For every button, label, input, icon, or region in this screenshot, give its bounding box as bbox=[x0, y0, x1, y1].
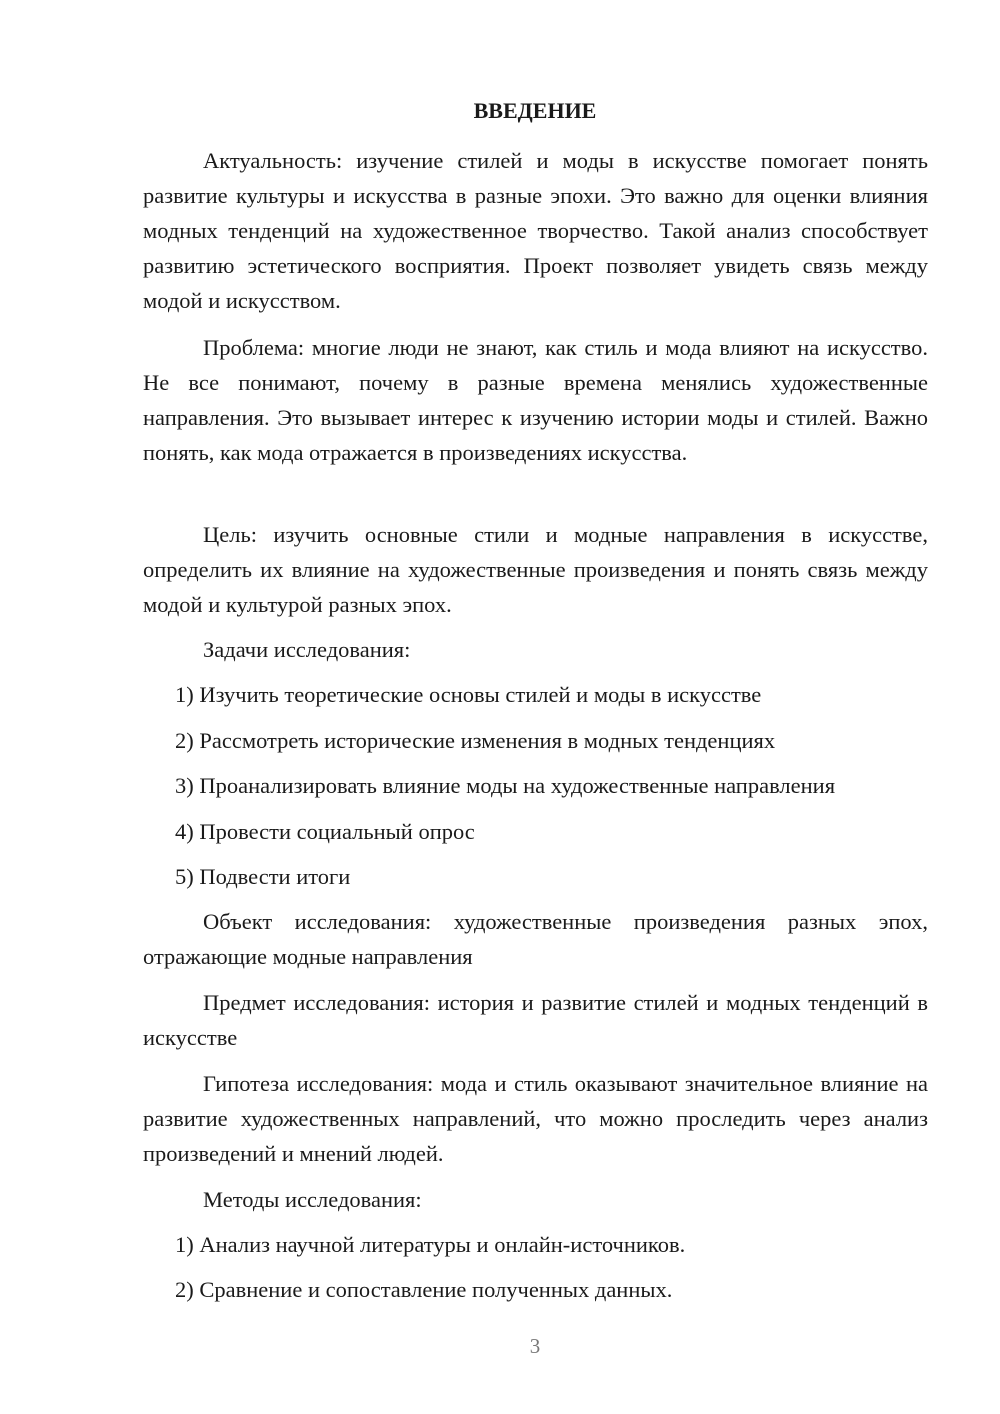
page-title: ВВЕДЕНИЕ bbox=[473, 98, 597, 123]
goal-paragraph: Цель: изучить основные стили и модные направления в искусстве, определить их влияние на художественные произведения и понять связь между модой и культурой разных эпох. bbox=[143, 522, 928, 617]
hypothesis-paragraph: Гипотеза исследования: мода и стиль оказывают значительное влияние на развитие художественных направлений, что можно проследить через анализ произведений и мнений людей. bbox=[143, 1071, 928, 1166]
task-item: 3) Проанализировать влияние моды на художественные направления bbox=[175, 773, 836, 798]
tasks-heading: Задачи исследования: bbox=[203, 637, 411, 662]
subject-paragraph: Предмет исследования: история и развитие стилей и модных тенденций в искусстве bbox=[143, 990, 928, 1050]
task-item: 4) Провести социальный опрос bbox=[175, 819, 475, 844]
method-item: 1) Анализ научной литературы и онлайн-источников. bbox=[175, 1232, 686, 1257]
task-item: 1) Изучить теоретические основы стилей и моды в искусстве bbox=[175, 682, 762, 707]
task-item: 5) Подвести итоги bbox=[175, 864, 351, 889]
methods-heading: Методы исследования: bbox=[203, 1187, 422, 1212]
object-paragraph: Объект исследования: художественные произведения разных эпох, отражающие модные направления bbox=[143, 909, 928, 969]
page-number: 3 bbox=[529, 1334, 541, 1358]
task-item: 2) Рассмотреть исторические изменения в модных тенденциях bbox=[175, 728, 776, 753]
relevance-paragraph: Актуальность: изучение стилей и моды в искусстве помогает понять развитие культуры и искусства в разные эпохи. Это важно для оценки влияния модных тенденций на художественное творчество. Такой анализ способствует развитию эстетического восприятия. Проект позволяет увидеть связь между модой и искусством. bbox=[143, 148, 928, 313]
method-item: 2) Сравнение и сопоставление полученных данных. bbox=[175, 1277, 673, 1302]
problem-paragraph: Проблема: многие люди не знают, как стиль и мода влияют на искусство. Не все понимают, почему в разные времена менялись художественные направления. Это вызывает интерес к изучению истории моды и стилей. Важно понять, как мода отражается в произведениях искусства. bbox=[143, 335, 928, 465]
